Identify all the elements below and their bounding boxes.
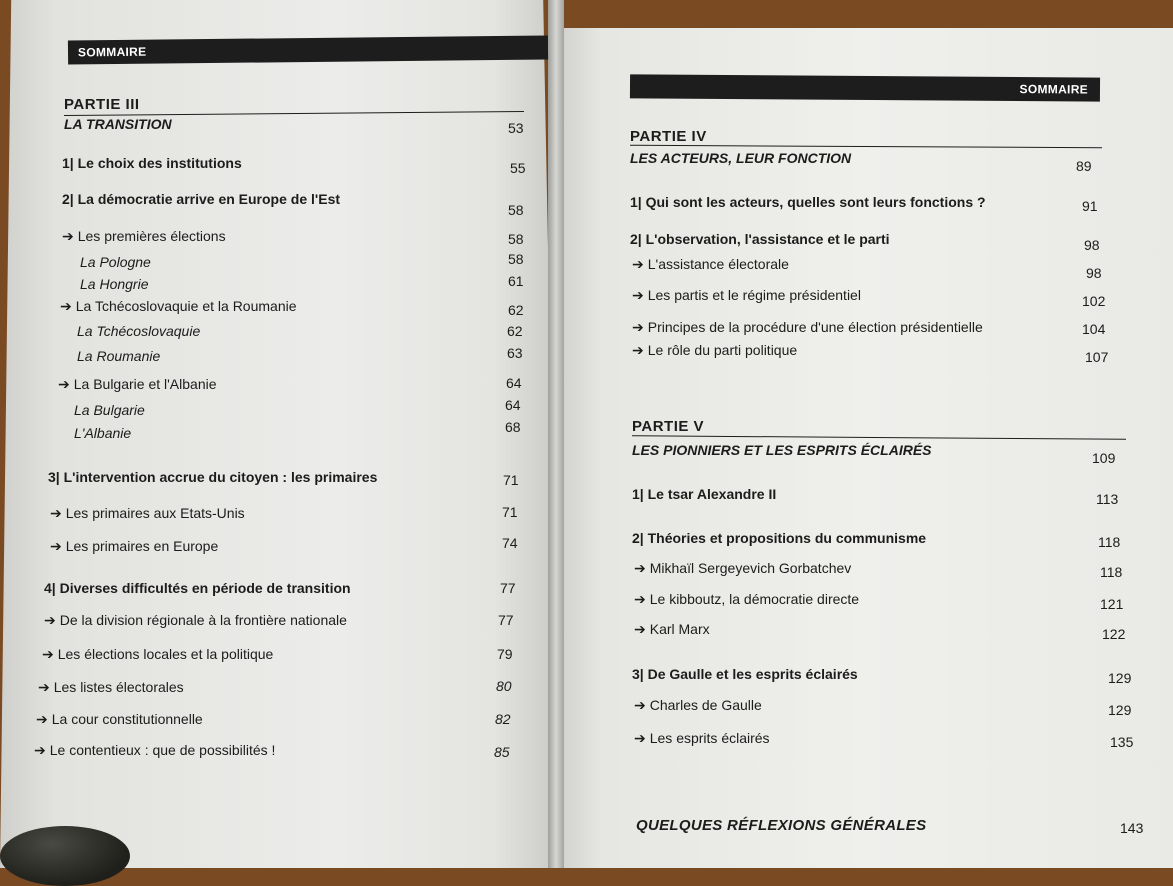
left-entry-page: 71 xyxy=(502,504,518,520)
part5-entry-page: 113 xyxy=(1096,491,1119,507)
right-arrow-icon: ➔ xyxy=(634,621,646,637)
left-entry-text: Les primaires en Europe xyxy=(65,538,219,554)
left-entry-text: La Tchécoslovaquie xyxy=(77,323,201,339)
left-entry-4 xyxy=(80,254,151,270)
part5-label: PARTIE V xyxy=(632,418,705,435)
left-entry-17 xyxy=(42,646,273,663)
right-arrow-icon: ➔ xyxy=(38,679,50,695)
left-entry-page: 80 xyxy=(496,678,512,694)
part4-entry-4 xyxy=(632,287,861,304)
left-entry-text: 2| La démocratie arrive en Europe de l'Est xyxy=(62,191,341,207)
left-entry-text: Les élections locales et la politique xyxy=(57,646,274,662)
right-header-bar xyxy=(630,74,1100,101)
left-entry-9 xyxy=(58,376,217,393)
left-entry-page: 58 xyxy=(508,251,524,267)
left-header-label: SOMMAIRE xyxy=(77,44,147,60)
part5-entry-page: 118 xyxy=(1100,564,1123,580)
left-entry-page: 85 xyxy=(494,744,510,760)
part5-entry-6 xyxy=(632,666,858,682)
part4-page: 89 xyxy=(1076,158,1092,174)
right-arrow-icon: ➔ xyxy=(632,287,644,303)
right-arrow-icon: ➔ xyxy=(632,256,644,272)
left-part-page: 53 xyxy=(508,120,524,136)
part4-entry-page: 107 xyxy=(1085,349,1109,365)
left-entry-8 xyxy=(77,348,160,364)
part5-entry-page: 135 xyxy=(1110,734,1134,750)
right-arrow-icon: ➔ xyxy=(50,538,62,554)
final-section-title: QUELQUES RÉFLEXIONS GÉNÉRALES xyxy=(636,817,927,834)
right-arrow-icon: ➔ xyxy=(634,730,646,746)
left-entry-text: La Pologne xyxy=(80,254,151,270)
left-entry-page: 58 xyxy=(508,202,524,218)
left-entry-page: 82 xyxy=(495,711,511,727)
left-entry-page: 79 xyxy=(497,646,513,662)
left-entry-12 xyxy=(48,469,377,485)
part5-entry-1 xyxy=(632,486,776,502)
part5-entry-page: 118 xyxy=(1098,534,1121,550)
left-entry-15 xyxy=(44,580,351,596)
left-entry-page: 55 xyxy=(510,160,526,176)
left-entry-page: 64 xyxy=(506,375,522,391)
left-entry-16 xyxy=(44,612,347,629)
part4-entry-text: 1| Qui sont les acteurs, quelles sont leurs fonctions ? xyxy=(630,194,986,210)
part4-entry-text: Le rôle du parti politique xyxy=(647,342,798,358)
part5-title: LES PIONNIERS ET LES ESPRITS ÉCLAIRÉS xyxy=(632,442,932,458)
left-entry-page: 77 xyxy=(500,580,516,596)
right-arrow-icon: ➔ xyxy=(34,742,46,758)
left-entry-page: 77 xyxy=(498,612,514,628)
left-entry-text: La Tchécoslovaquie et la Roumanie xyxy=(75,298,297,314)
left-part-label: PARTIE III xyxy=(64,96,140,113)
right-arrow-icon: ➔ xyxy=(634,560,646,576)
part5-entry-7 xyxy=(634,697,762,714)
left-entry-10 xyxy=(74,402,145,418)
part4-entry-5 xyxy=(632,319,983,336)
part4-entry-text: Les partis et le régime présidentiel xyxy=(647,287,861,303)
left-entry-2 xyxy=(62,191,340,207)
right-arrow-icon: ➔ xyxy=(42,646,54,662)
part5-entry-text: Les esprits éclairés xyxy=(649,730,770,746)
left-entry-5 xyxy=(80,276,149,292)
left-entry-text: 1| Le choix des institutions xyxy=(62,155,242,171)
part4-entry-page: 91 xyxy=(1082,198,1098,214)
part5-entry-text: 2| Théories et propositions du communisme xyxy=(632,530,927,546)
right-arrow-icon: ➔ xyxy=(634,591,646,607)
left-entry-page: 63 xyxy=(507,345,523,361)
part4-entry-text: L'assistance électorale xyxy=(647,256,789,272)
part5-entry-page: 129 xyxy=(1108,670,1132,686)
part4-entry-2 xyxy=(630,231,890,247)
part5-entry-text: Karl Marx xyxy=(649,621,710,637)
right-arrow-icon: ➔ xyxy=(58,376,70,392)
part5-entry-text: Le kibboutz, la démocratie directe xyxy=(649,591,860,607)
left-entry-18 xyxy=(38,679,184,696)
left-entry-text: 4| Diverses difficultés en période de transition xyxy=(44,580,351,596)
part5-entry-4 xyxy=(634,591,859,608)
right-arrow-icon: ➔ xyxy=(44,612,56,628)
disc-object xyxy=(0,826,130,886)
part5-entry-2 xyxy=(632,530,926,546)
right-arrow-icon: ➔ xyxy=(60,298,72,314)
left-entry-page: 58 xyxy=(508,231,524,247)
left-entry-page: 71 xyxy=(503,472,519,488)
part5-entry-text: 3| De Gaulle et les esprits éclairés xyxy=(632,666,858,682)
part4-entry-text: 2| L'observation, l'assistance et le parti xyxy=(630,231,890,247)
left-entry-page: 74 xyxy=(502,535,518,551)
part4-entry-page: 102 xyxy=(1082,293,1106,309)
part4-entry-page: 98 xyxy=(1084,237,1100,253)
right-arrow-icon: ➔ xyxy=(632,342,644,358)
part4-entry-page: 104 xyxy=(1082,321,1106,337)
left-entry-page: 62 xyxy=(508,302,524,318)
part5-entry-3 xyxy=(634,560,851,577)
left-entry-text: Les premières élections xyxy=(77,228,226,244)
part4-entry-page: 98 xyxy=(1086,265,1102,281)
right-header-label: SOMMAIRE xyxy=(1019,82,1089,97)
left-entry-text: Le contentieux : que de possibilités ! xyxy=(49,742,276,758)
part4-label: PARTIE IV xyxy=(630,128,707,145)
left-entry-page: 68 xyxy=(505,419,521,435)
left-entry-1 xyxy=(62,155,242,171)
left-entry-13 xyxy=(50,505,245,522)
left-entry-page: 62 xyxy=(507,323,523,339)
left-entry-text: Les primaires aux Etats-Unis xyxy=(65,505,245,521)
left-entry-text: La Hongrie xyxy=(80,276,149,292)
right-arrow-icon: ➔ xyxy=(634,697,646,713)
left-entry-7 xyxy=(77,323,200,339)
left-entry-text: La Bulgarie xyxy=(74,402,145,418)
part4-entry-1 xyxy=(630,194,986,210)
right-arrow-icon: ➔ xyxy=(50,505,62,521)
left-header-bar xyxy=(68,35,548,64)
left-entry-6 xyxy=(60,298,297,315)
left-entry-text: L'Albanie xyxy=(74,425,132,441)
part4-entry-3 xyxy=(632,256,789,273)
left-part-title: LA TRANSITION xyxy=(64,116,172,132)
part5-entry-page: 122 xyxy=(1102,626,1126,642)
part5-entry-5 xyxy=(634,621,710,638)
left-entry-11 xyxy=(74,425,131,441)
left-entry-text: De la division régionale à la frontière nationale xyxy=(59,612,347,628)
left-entry-14 xyxy=(50,538,218,555)
book-spine xyxy=(548,0,564,868)
left-entry-19 xyxy=(36,711,203,728)
left-entry-text: La cour constitutionnelle xyxy=(51,711,203,727)
left-entry-text: Les listes électorales xyxy=(53,679,184,695)
part5-entry-page: 129 xyxy=(1108,702,1132,718)
part5-entry-8 xyxy=(634,730,770,747)
left-entry-3 xyxy=(62,228,226,245)
right-arrow-icon: ➔ xyxy=(632,319,644,335)
left-entry-text: La Roumanie xyxy=(77,348,161,364)
left-entry-page: 61 xyxy=(508,273,524,289)
part5-entry-text: 1| Le tsar Alexandre II xyxy=(632,486,777,502)
part4-entry-text: Principes de la procédure d'une élection présidentielle xyxy=(647,319,983,335)
left-entry-text: La Bulgarie et l'Albanie xyxy=(73,376,217,392)
part5-entry-text: Charles de Gaulle xyxy=(649,697,762,713)
part5-page: 109 xyxy=(1092,450,1116,466)
right-arrow-icon: ➔ xyxy=(62,228,74,244)
part5-entry-text: Mikhaïl Sergeyevich Gorbatchev xyxy=(649,560,852,576)
right-arrow-icon: ➔ xyxy=(36,711,48,727)
left-entry-20 xyxy=(34,742,275,759)
part4-entry-6 xyxy=(632,342,797,359)
part4-title: LES ACTEURS, LEUR FONCTION xyxy=(630,150,852,166)
final-section-page: 143 xyxy=(1120,820,1144,836)
left-entry-text: 3| L'intervention accrue du citoyen : les primaires xyxy=(48,469,378,485)
part5-entry-page: 121 xyxy=(1100,596,1124,612)
left-entry-page: 64 xyxy=(505,397,521,413)
